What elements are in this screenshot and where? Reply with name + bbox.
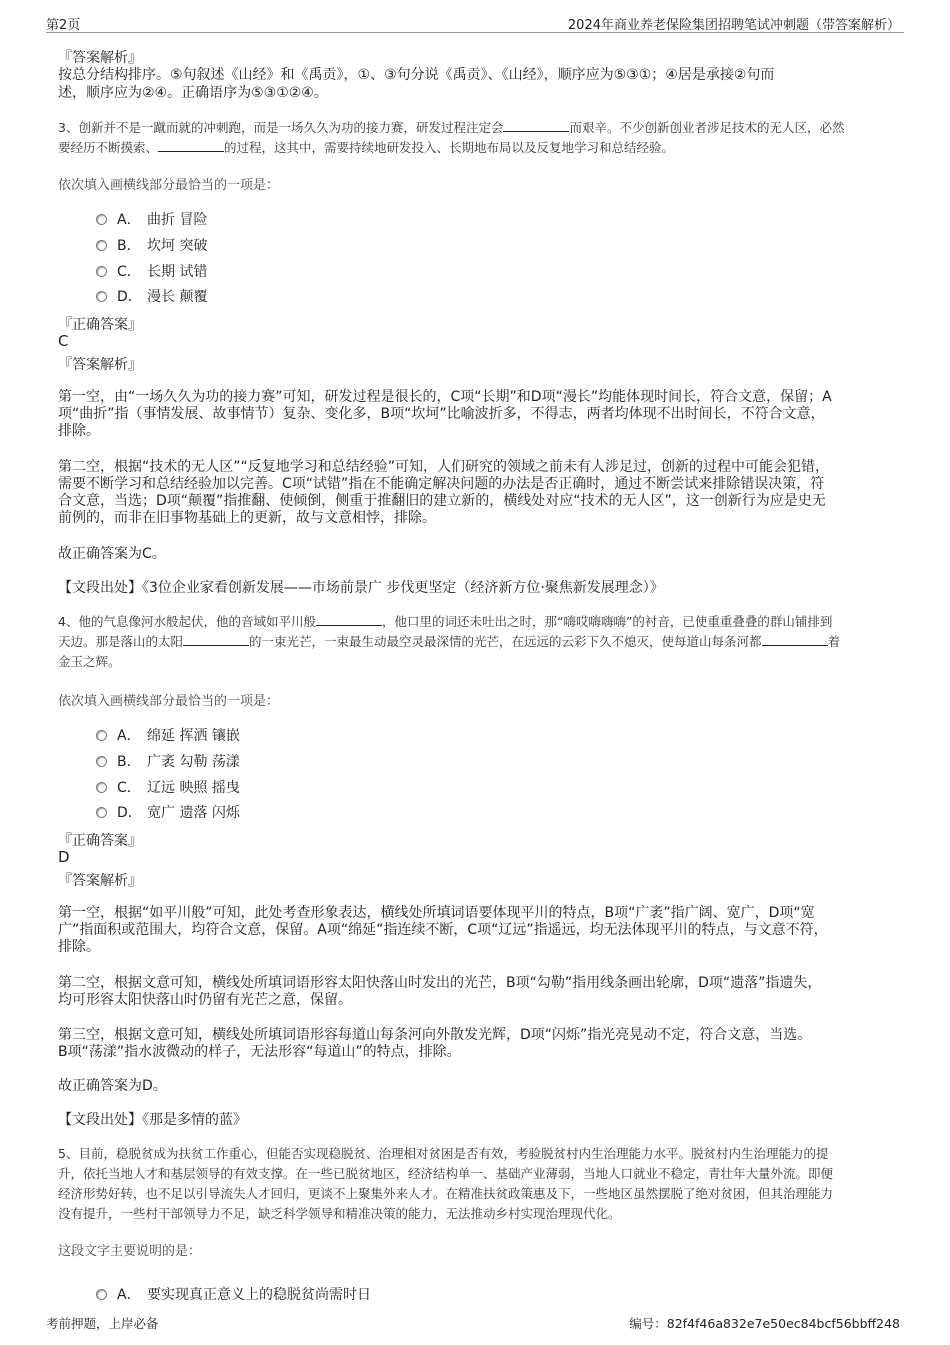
radio-icon[interactable] <box>96 266 107 277</box>
analysis-tag: 『答案解析』 <box>58 873 142 889</box>
source: 【文段出处】《那是多情的蓝》 <box>58 1112 247 1128</box>
question-prompt: 这段文字主要说明的是： <box>58 1244 202 1259</box>
question-5-stem: 5、目前，稳脱贫成为扶贫工作重心，但能否实现稳脱贫、治理相对贫困是否有效，考验脱贫村内生治理能力水平。脱贫村内生治理能力的提 升，依托当地人才和基层领导的有效支撑。在一些已脱贫地区，经济结构单一、基础产业薄弱，当地人口就业不稳定，青壮年大量外流。即便 经济形势好转，也不足以引导流失人才回归，更谈不上聚集外来人才。在精准扶贫政策惠及下，一些地区虽然摆脱了绝对贫困，但其治理能力 没有提升，一些村干部领导力不足，缺乏科学领导和精准决策的能力，无法推动乡村实现治理现代化。 <box>58 1146 834 1221</box>
correct-answer: C <box>58 332 69 350</box>
option-b[interactable]: B． 坎坷 突破 <box>96 235 207 253</box>
option-c[interactable]: C． 长期 试错 <box>96 261 207 279</box>
analysis-paragraph: 第二空，根据文意可知，横线处所填词语形容太阳快落山时发出的光芒，B项“勾勒”指用线条画出轮廓，D项“遗落”指遗失， 均可形容太阳快落山时仍留有光芒之意，保留。 <box>58 975 822 1008</box>
conclusion: 故正确答案为D。 <box>58 1078 167 1094</box>
fill-blank <box>158 139 224 152</box>
analysis-paragraph: 第三空，根据文意可知，横线处所填词语形容每道山每条河向外散发光辉，D项“闪烁”指光亮晃动不定，符合文意，当选。 B项“荡漾”指水波微动的样子，无法形容“每道山”的特点，排除。 <box>58 1027 812 1060</box>
option-b[interactable]: B． 广袤 勾勒 荡漾 <box>96 751 240 769</box>
question-prompt: 依次填入画横线部分最恰当的一项是： <box>58 178 280 193</box>
option-c[interactable]: C． 辽远 映照 摇曳 <box>96 777 240 795</box>
analysis-line: 述，顺序应为②④。正确语序为⑤③①②④。 <box>58 85 328 101</box>
option-a[interactable]: A． 要实现真正意义上的稳脱贫尚需时日 <box>96 1284 371 1302</box>
correct-answer-tag: 『正确答案』 <box>58 317 142 333</box>
radio-icon[interactable] <box>96 291 107 302</box>
option-a[interactable]: A． 绵延 挥洒 镶嵌 <box>96 725 240 743</box>
page-header <box>46 12 904 33</box>
radio-icon[interactable] <box>96 807 107 818</box>
source: 【文段出处】《3位企业家看创新发展——市场前景广 步伐更坚定（经济新方位·聚焦新发展理念）》 <box>58 580 664 596</box>
analysis-paragraph: 第一空，由“一场久久为功的接力赛”可知，研发过程是很长的，C项“长期”和D项“漫长”均能体现时间长，符合文意，保留；A 项“曲折”指（事情发展、故事情节）复杂、变化多，B项“坎坷”比喻波折多，不得志，两者均体现不出时间长，不符合文意， 排除。 <box>58 389 832 439</box>
radio-icon[interactable] <box>96 730 107 741</box>
analysis-tag: 『答案解析』 <box>58 357 142 373</box>
document-title: 2024年商业养老保险集团招聘笔试冲刺题（带答案解析） <box>567 18 900 33</box>
option-a[interactable]: A． 曲折 冒险 <box>96 209 207 227</box>
fill-blank <box>316 613 382 626</box>
option-d[interactable]: D． 漫长 颠覆 <box>96 286 207 304</box>
option-d[interactable]: D． 宽广 遗落 闪烁 <box>96 802 240 820</box>
correct-answer: D <box>58 848 70 866</box>
radio-icon[interactable] <box>96 782 107 793</box>
fill-blank <box>762 633 828 646</box>
analysis-tag: 『答案解析』 <box>58 50 142 66</box>
analysis-line: 按总分结构排序。⑤句叙述《山经》和《禹贡》，①、③句分说《禹贡》、《山经》，顺序应为⑤③①；④居是承接②句而 <box>58 67 775 83</box>
radio-icon[interactable] <box>96 756 107 767</box>
conclusion: 故正确答案为C。 <box>58 546 166 562</box>
correct-answer-tag: 『正确答案』 <box>58 833 142 849</box>
analysis-paragraph: 第一空，根据“如平川般”可知，此处考查形象表达，横线处所填词语要体现平川的特点，B项“广袤”指广阔、宽广，D项“宽 广”指面积或范围大，均符合文意，保留。A项“绵延”指连续不断，C项“辽远”指遥远，均无法体现平川的特点，与文意不符， 排除。 <box>58 905 828 955</box>
radio-icon[interactable] <box>96 214 107 225</box>
footer-slogan: 考前押题，上岸必备 <box>46 1316 159 1331</box>
radio-icon[interactable] <box>96 1289 107 1300</box>
question-3-stem: 3、创新并不是一蹴而就的冲刺跑，而是一场久久为功的接力赛，研发过程注定会 而艰辛。不少创新创业者涉足技术的无人区，必然 要经历不断摸索、 的过程，这其中，需要持续地研发投入、长期地布局以及反复地学习和总结经验。 <box>58 120 845 155</box>
document-id: 编号：82f4f46a832e7e50ec84bcf56bbff248 <box>629 1316 900 1331</box>
fill-blank <box>183 633 249 646</box>
question-prompt: 依次填入画横线部分最恰当的一项是： <box>58 694 280 709</box>
radio-icon[interactable] <box>96 240 107 251</box>
question-4-stem: 4、他的气息像河水般起伏，他的音域如平川般 ，他口里的词还未吐出之时，那“嗨哎嗨嗨嗨”的衬音，已使重重叠叠的群山铺排到 天边。那是落山的太阳 的一束光芒，一束最生动最空灵最深情的光芒，在远远的云彩下久不熄灭，使每道山每条河都 着 金玉之辉。 <box>58 614 841 669</box>
fill-blank <box>503 119 569 132</box>
page-number: 第2页 <box>46 18 81 33</box>
analysis-paragraph: 第二空，根据“技术的无人区”“反复地学习和总结经验”可知，人们研究的领域之前未有人涉足过，创新的过程中可能会犯错， 需要不断学习和总结经验加以完善。C项“试错”指在不能确定解决问题的办法是否正确时，通过不断尝试来排除错误决策，符 合文意，当选；D项“颠覆”指推翻、使倾倒，侧重于推翻旧的建立新的，横线处对应“技术的无人区”，这一创新行为应是史无 前例的，而非在旧事物基础上的更新，故与文意相悖，排除。 <box>58 459 830 526</box>
